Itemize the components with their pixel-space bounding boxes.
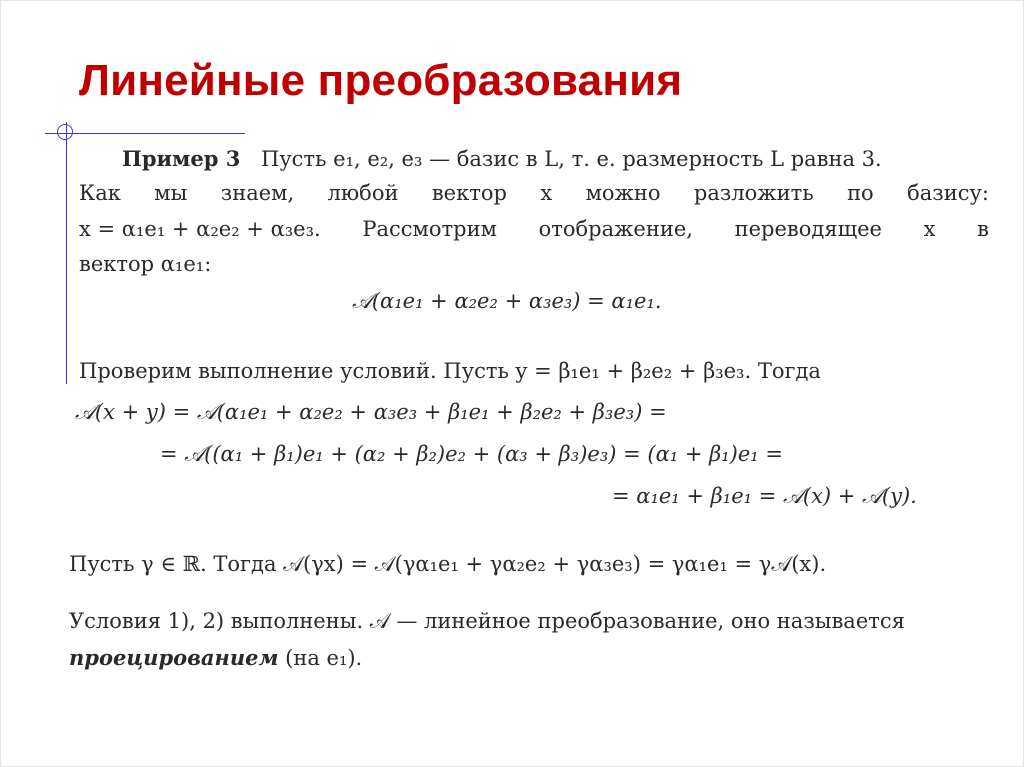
word: разложить xyxy=(693,181,814,205)
word: по xyxy=(847,181,874,205)
conclusion-line-2-rest: (на e₁). xyxy=(278,646,363,670)
example-line-1 xyxy=(122,146,882,171)
word: знаем, xyxy=(220,181,295,205)
decorative-vertical-line xyxy=(66,122,67,384)
word: отображение, xyxy=(538,217,693,241)
example-line-2 xyxy=(79,181,989,205)
example-line-3 xyxy=(79,217,989,241)
check-intro: Проверим выполнение условий. Пусть y = β₁e₁ + β₂e₂ + β₃e₃. Тогда xyxy=(79,359,821,383)
slide-title: Линейные преобразования xyxy=(79,56,683,105)
word: мы xyxy=(154,181,188,205)
term-projection: проецированием xyxy=(69,645,279,670)
equation-additivity-3: = α₁e₁ + β₁e₁ = 𝒜(x) + 𝒜(y). xyxy=(612,484,917,508)
word: можно xyxy=(585,181,661,205)
word: Рассмотрим xyxy=(362,217,497,241)
conclusion-line-1: Условия 1), 2) выполнены. 𝒜 — линейное преобразование, оно называется xyxy=(69,609,905,633)
word: в xyxy=(977,217,989,241)
example-line-1-text: Пусть e₁, e₂, e₃ — базис в L, т. е. размерность L равна 3. xyxy=(261,147,882,171)
example-label: Пример 3 xyxy=(122,146,241,171)
equation-additivity-1: 𝒜(x + y) = 𝒜(α₁e₁ + α₂e₂ + α₃e₃ + β₁e₁ + β₂e₂ + β₃e₃) = xyxy=(75,400,667,424)
word: переводящее xyxy=(734,217,882,241)
formula-definition: 𝒜(α₁e₁ + α₂e₂ + α₃e₃) = α₁e₁. xyxy=(352,289,662,313)
word: Как xyxy=(79,181,121,205)
word: базису: xyxy=(907,181,989,205)
decorative-circle-icon xyxy=(57,124,73,140)
word: вектор xyxy=(431,181,507,205)
example-line-4: вектор α₁e₁: xyxy=(79,252,212,276)
word: любой xyxy=(327,181,399,205)
word: x xyxy=(540,181,553,205)
word: x xyxy=(923,217,936,241)
conclusion-line-2 xyxy=(69,645,362,670)
scalar-condition: Пусть γ ∈ ℝ. Тогда 𝒜(γx) = 𝒜(γα₁e₁ + γα₂e₂ + γα₃e₃) = γα₁e₁ = γ𝒜(x). xyxy=(69,552,827,576)
equation-additivity-2: = 𝒜((α₁ + β₁)e₁ + (α₂ + β₂)e₂ + (α₃ + β₃)e₃) = (α₁ + β₁)e₁ = xyxy=(160,442,783,466)
word: x = α₁e₁ + α₂e₂ + α₃e₃. xyxy=(79,217,321,241)
decorative-horizontal-line xyxy=(45,133,245,134)
